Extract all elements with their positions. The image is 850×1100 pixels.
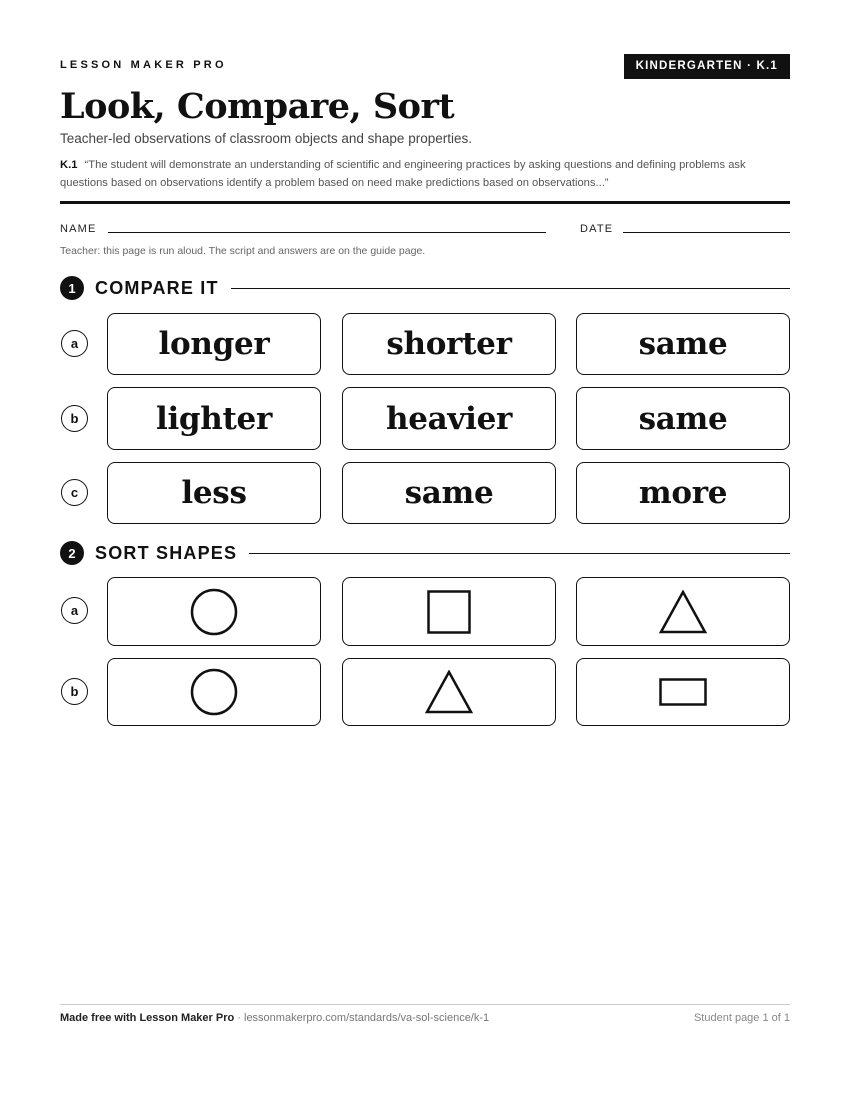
- shape-card[interactable]: [576, 658, 790, 726]
- choice-card[interactable]: [342, 387, 556, 450]
- triangle-icon: [659, 590, 707, 634]
- section-sort-shapes: [60, 541, 790, 565]
- section-rule: [231, 288, 790, 289]
- header-divider: [60, 201, 790, 204]
- page-subtitle: Teacher-led observations of classroom objects and shape properties.: [60, 131, 472, 146]
- brand-name: LESSON MAKER PRO: [60, 59, 227, 71]
- row-letter-b: b: [61, 405, 88, 432]
- footer-made-with: Made free with Lesson Maker Pro: [60, 1012, 235, 1024]
- shape-card[interactable]: [342, 658, 556, 726]
- choice-word: more: [638, 475, 728, 511]
- section-title: SORT SHAPES: [95, 542, 238, 563]
- choice-card[interactable]: [576, 387, 790, 450]
- row-letter-a: a: [61, 330, 88, 357]
- standard-statement: [60, 156, 795, 192]
- choice-word: shorter: [386, 326, 512, 362]
- circle-icon: [190, 588, 238, 636]
- section-rule: [249, 553, 790, 554]
- grade-badge: KINDERGARTEN · K.1: [624, 54, 790, 79]
- page-title: Look, Compare, Sort: [60, 86, 455, 127]
- choice-card[interactable]: [107, 313, 321, 375]
- circle-icon: [190, 668, 238, 716]
- footer-divider: [60, 1004, 790, 1005]
- shape-card[interactable]: [576, 577, 790, 646]
- row-letter-b: b: [61, 678, 88, 705]
- choice-card[interactable]: [342, 462, 556, 524]
- choice-card[interactable]: [107, 387, 321, 450]
- date-field[interactable]: [623, 232, 790, 233]
- row-letter-a: a: [61, 597, 88, 624]
- shape-card[interactable]: [107, 658, 321, 726]
- row-letter-c: c: [61, 479, 88, 506]
- choice-card[interactable]: [576, 462, 790, 524]
- choice-word: lighter: [155, 400, 273, 437]
- shape-card[interactable]: [107, 577, 321, 646]
- section-number: 1: [60, 276, 84, 300]
- section-title: COMPARE IT: [95, 277, 219, 298]
- choice-word: same: [404, 475, 494, 511]
- section-number: 2: [60, 541, 84, 565]
- section-compare-it: [60, 276, 790, 300]
- rectangle-icon: [659, 678, 707, 706]
- choice-word: same: [638, 400, 728, 437]
- choice-word: longer: [158, 326, 270, 362]
- choice-word: same: [638, 326, 728, 362]
- triangle-icon: [425, 670, 473, 714]
- footer-credit: [60, 1012, 489, 1024]
- choice-card[interactable]: [342, 313, 556, 375]
- shape-card[interactable]: [342, 577, 556, 646]
- footer-page-number: Student page 1 of 1: [693, 1012, 790, 1024]
- teacher-note: Teacher: this page is run aloud. The script and answers are on the guide page.: [60, 245, 426, 257]
- name-field[interactable]: [108, 232, 546, 233]
- standard-code: K.1: [60, 159, 78, 171]
- standard-text: “The student will demonstrate an understanding of scientific and engineering practices by asking questions and defining problems ask questions based on observations identify a problem based on need make predictions based on observations...”: [60, 159, 746, 189]
- choice-word: heavier: [385, 400, 513, 437]
- date-label: DATE: [580, 223, 614, 235]
- footer-url[interactable]: · lessonmakerpro.com/standards/va-sol-science/k-1: [234, 1012, 490, 1024]
- choice-card[interactable]: [576, 313, 790, 375]
- name-label: NAME: [60, 223, 97, 235]
- choice-card[interactable]: [107, 462, 321, 524]
- choice-word: less: [181, 475, 247, 511]
- square-icon: [427, 590, 471, 634]
